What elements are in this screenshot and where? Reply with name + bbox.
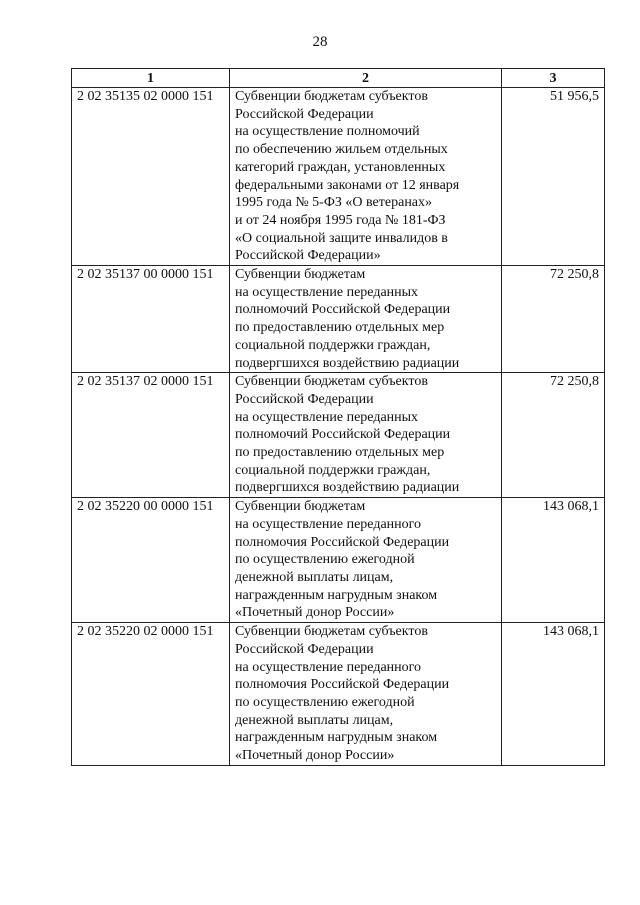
table-body [72,88,605,766]
column-header-1: 1 [72,69,230,88]
amount-cell: 51 956,5 [502,88,605,266]
description-cell: Субвенции бюджетам на осуществление переданного полномочия Российской Федерации по осуществлению ежегодной денежной выплаты лицам, награжденным нагрудным знаком «Почетный донор России» [230,498,502,623]
table-row [72,266,605,373]
column-header-3: 3 [502,69,605,88]
description-cell: Субвенции бюджетам на осуществление переданных полномочий Российской Федерации по предоставлению отдельных мер социальной поддержки граждан, подвергшихся воздействию радиации [230,266,502,373]
budget-table [71,68,605,766]
budget-code-cell: 2 02 35137 02 0000 151 [72,373,230,498]
description-cell: Субвенции бюджетам субъектов Российской Федерации на осуществление полномочий по обеспечению жильем отдельных категорий граждан, установленных федеральными законами от 12 января 1995 года № 5-ФЗ «О ветеранах» и от 24 ноября 1995 года № 181-ФЗ «О социальной защите инвалидов в Российской Федерации» [230,88,502,266]
budget-code-cell: 2 02 35220 02 0000 151 [72,623,230,766]
amount-cell: 72 250,8 [502,266,605,373]
table-row [72,498,605,623]
description-cell: Субвенции бюджетам субъектов Российской Федерации на осуществление переданного полномочия Российской Федерации по осуществлению ежегодной денежной выплаты лицам, награжденным нагрудным знаком «Почетный донор России» [230,623,502,766]
header-row [72,69,605,88]
table-row [72,623,605,766]
description-cell: Субвенции бюджетам субъектов Российской Федерации на осуществление переданных полномочий Российской Федерации по предоставлению отдельных мер социальной поддержки граждан, подвергшихся воздействию радиации [230,373,502,498]
table-row [72,88,605,266]
amount-cell: 143 068,1 [502,498,605,623]
budget-code-cell: 2 02 35220 00 0000 151 [72,498,230,623]
budget-code-cell: 2 02 35135 02 0000 151 [72,88,230,266]
amount-cell: 143 068,1 [502,623,605,766]
column-header-2: 2 [230,69,502,88]
budget-code-cell: 2 02 35137 00 0000 151 [72,266,230,373]
table-header [72,69,605,88]
table-row [72,373,605,498]
amount-cell: 72 250,8 [502,373,605,498]
page-number: 28 [312,34,328,50]
